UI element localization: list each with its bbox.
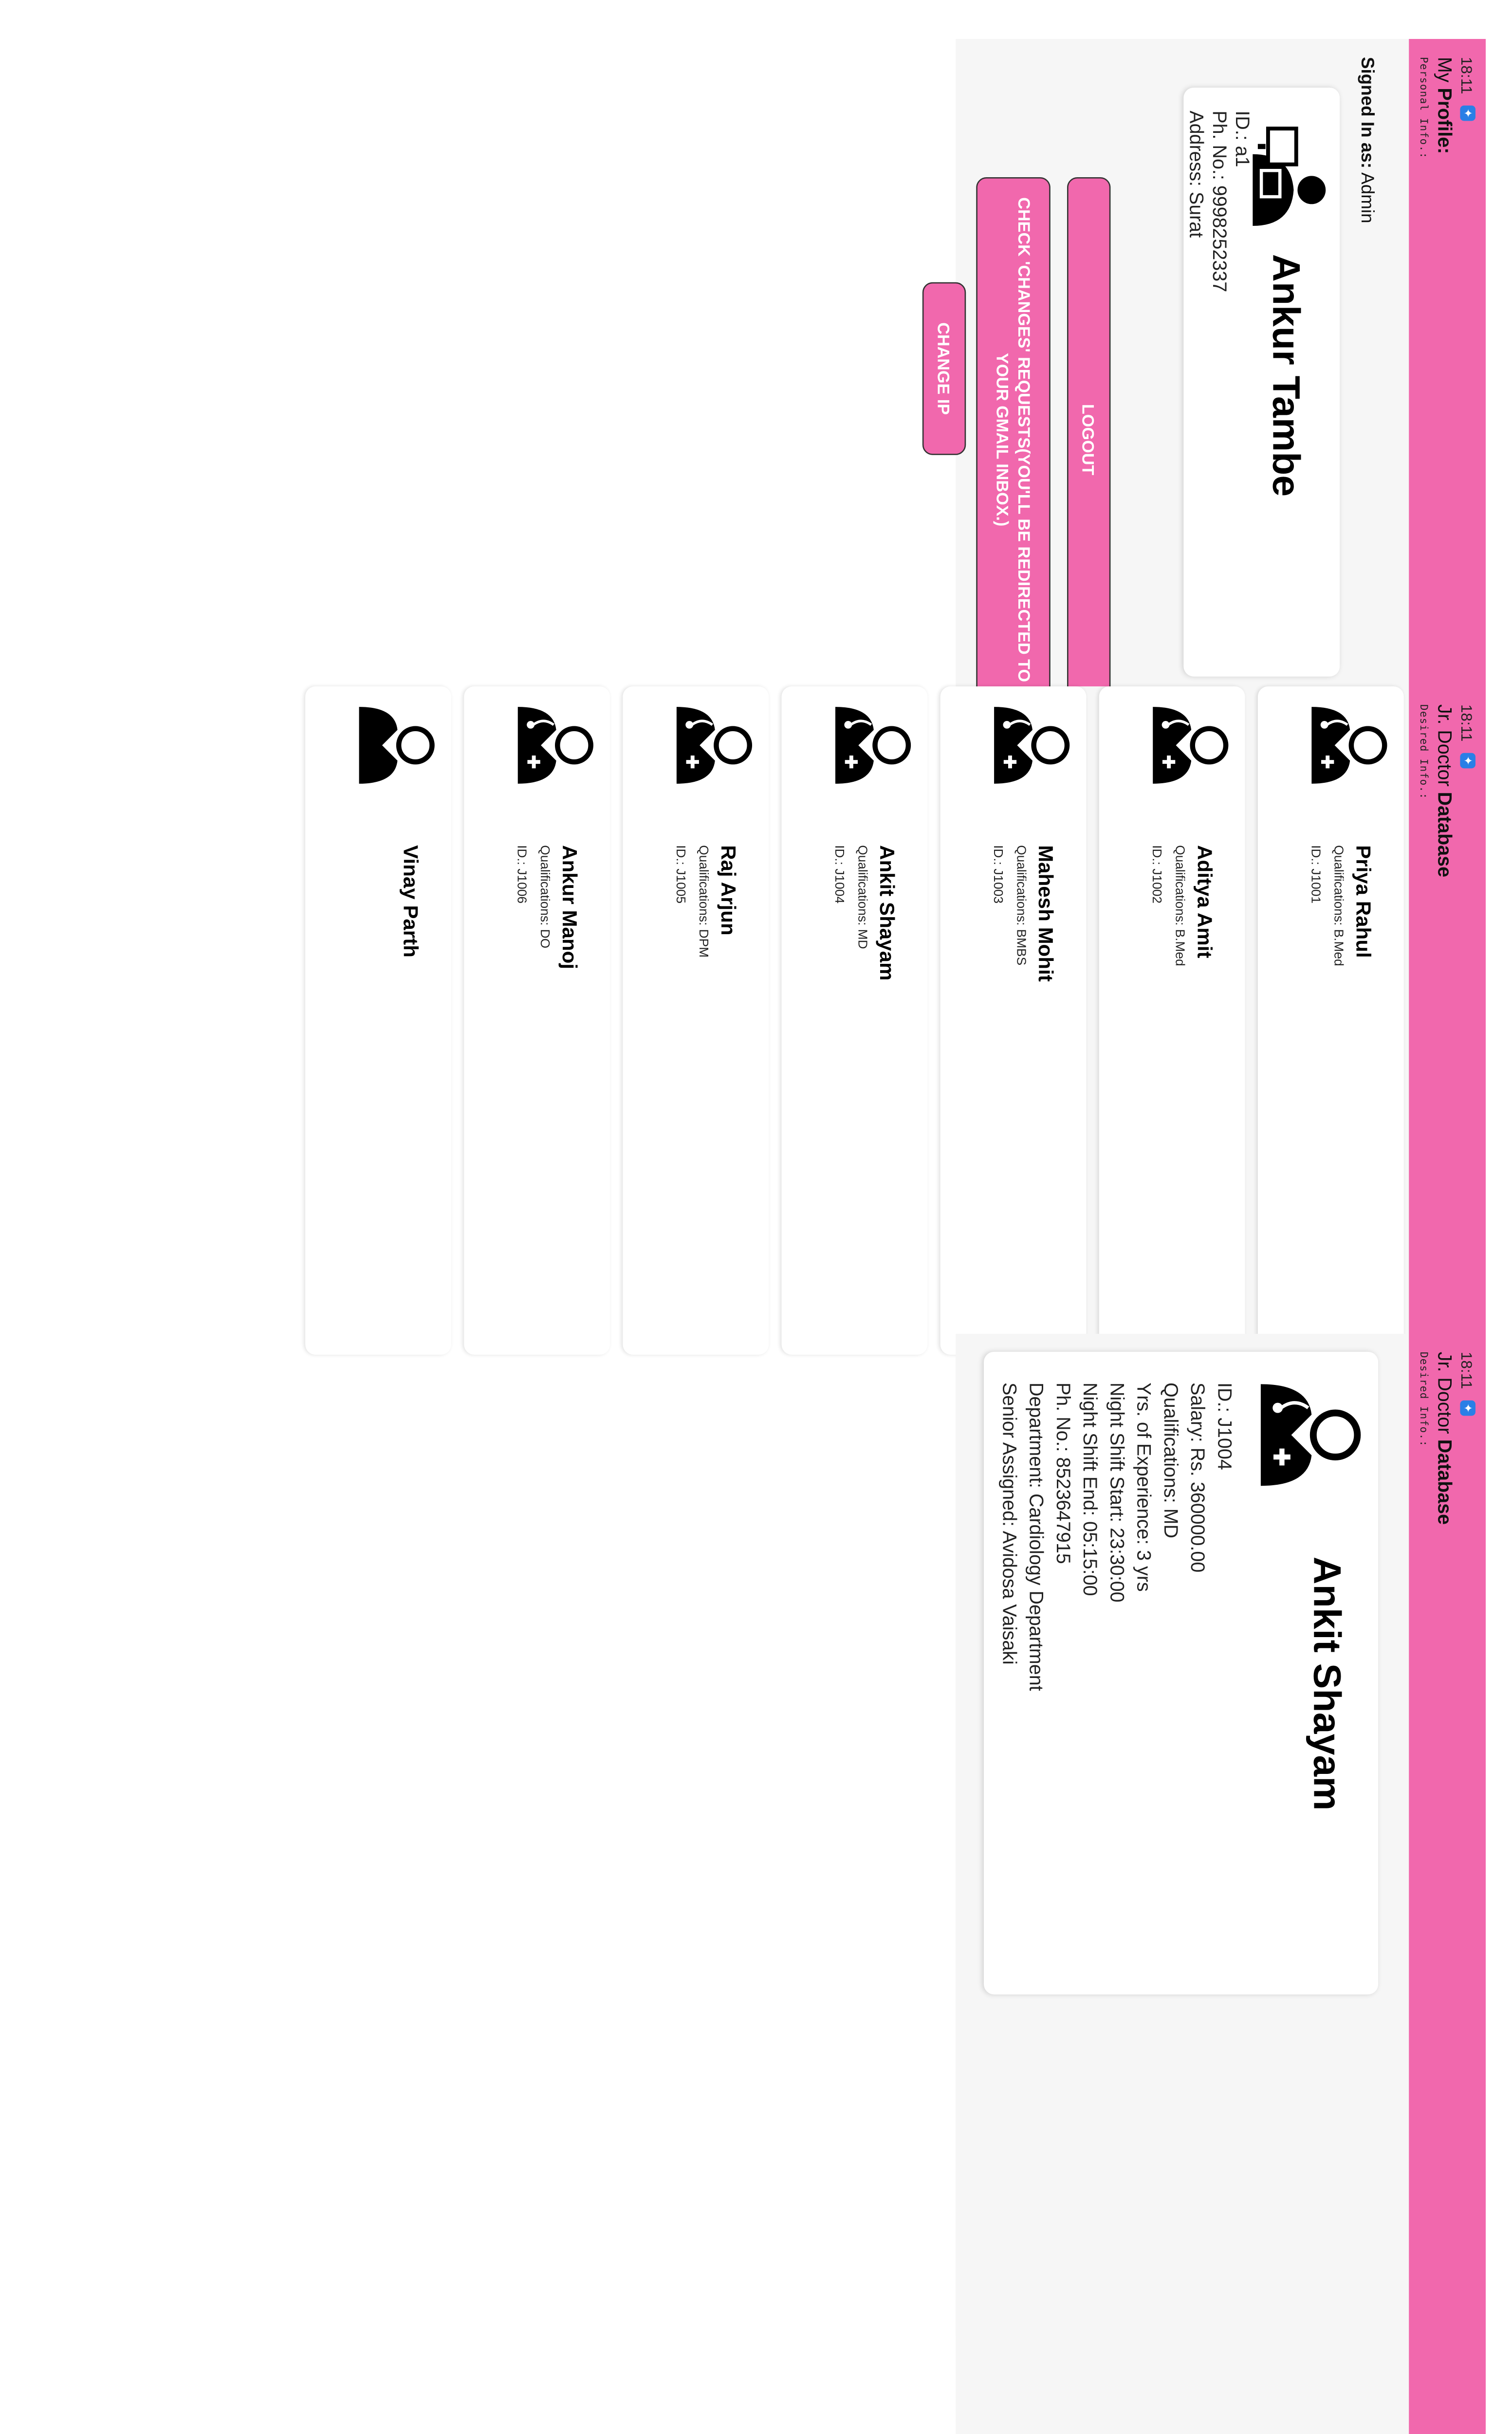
doctor-card[interactable] xyxy=(305,686,451,1355)
app-bar xyxy=(1409,1334,1486,2434)
doctor-icon xyxy=(1150,702,1232,789)
status-time: 18:11 xyxy=(1457,704,1475,742)
doctor-name: Priya Rahul xyxy=(1351,845,1373,958)
doctor-id: ID.: J1005 xyxy=(672,845,687,904)
doctor-icon xyxy=(674,702,756,789)
page-title: My Profile: xyxy=(1433,56,1455,154)
doctor-detail-screen xyxy=(956,1334,1486,2434)
detail-qualifications: Qualifications: MD xyxy=(1159,1382,1181,1539)
doctor-id: ID.: J1006 xyxy=(514,845,528,904)
doctor-name: Raj Arjun xyxy=(716,845,738,936)
doctor-id: ID.: J1003 xyxy=(990,845,1005,904)
doctor-name: Ankur Manoj xyxy=(557,845,579,969)
doctor-qualifications: Qualifications: B.Med xyxy=(1330,845,1345,966)
profile-name: Ankur Tambe xyxy=(1264,254,1307,497)
doctor-qualifications: Qualifications: DPM xyxy=(696,845,710,958)
doctor-id: ID.: J1004 xyxy=(831,845,846,904)
doctor-card[interactable] xyxy=(464,686,610,1355)
doctor-id: ID.: J1002 xyxy=(1149,845,1163,904)
detail-salary: Salary: Rs. 360000.00 xyxy=(1186,1382,1208,1573)
detail-shift-end: Night Shift End: 05:15:00 xyxy=(1078,1382,1101,1596)
notification-icon: ✦ xyxy=(1460,753,1475,769)
doctor-qualifications: Qualifications: BMBS xyxy=(1013,845,1028,966)
page-subtitle: Personal Info.: xyxy=(1418,56,1430,159)
doctor-detail-card xyxy=(984,1352,1378,1994)
doctor-id: ID.: J1001 xyxy=(1308,845,1322,904)
profile-card xyxy=(1183,88,1340,677)
doctor-icon xyxy=(1309,702,1391,789)
signed-in-value: Admin xyxy=(1358,172,1379,223)
page-subtitle: Desired Info.: xyxy=(1418,704,1430,800)
page-subtitle: Desired Info.: xyxy=(1418,1351,1430,1447)
logout-button[interactable]: LOGOUT xyxy=(1067,177,1110,702)
profile-id: ID.: a1 xyxy=(1231,111,1253,167)
doctor-card[interactable] xyxy=(623,686,769,1355)
doctor-name: Ankit Shayam xyxy=(875,845,897,981)
doctor-qualifications: Qualifications: DO xyxy=(537,845,552,949)
status-time: 18:11 xyxy=(1457,1351,1475,1389)
status-time: 18:11 xyxy=(1457,56,1475,94)
doctor-detail-name: Ankit Shayam xyxy=(1305,1556,1347,1811)
detail-senior: Senior Assigned: Avidosa Vaisaki xyxy=(997,1382,1020,1665)
doctor-qualifications: Qualifications: MD xyxy=(854,845,869,949)
doctor-card[interactable] xyxy=(1258,686,1404,1355)
doctor-icon xyxy=(515,702,597,789)
doctor-icon xyxy=(833,702,915,789)
doctor-qualifications: Qualifications: B.Med xyxy=(1172,845,1186,966)
change-ip-button[interactable]: CHANGE IP xyxy=(922,282,966,455)
signed-in-label: Signed In as: xyxy=(1358,56,1379,168)
doctor-name: Mahesh Mohit xyxy=(1033,845,1056,982)
detail-shift-start: Night Shift Start: 23:30:00 xyxy=(1105,1382,1127,1603)
doctor-icon xyxy=(356,702,438,789)
profile-address: Address: Surat xyxy=(1184,111,1207,238)
doctor-card[interactable] xyxy=(940,686,1087,1355)
profile-phone: Ph. No.: 9998252337 xyxy=(1208,111,1230,293)
detail-experience: Yrs. of Experience: 3 yrs xyxy=(1132,1382,1154,1592)
detail-phone: Ph. No.: 8523647915 xyxy=(1051,1382,1074,1564)
detail-id: ID.: J1004 xyxy=(1213,1382,1235,1470)
signed-in-info xyxy=(1358,57,1378,223)
page-title: Jr. Doctor Database xyxy=(1433,1351,1455,1525)
doctor-name: Vinay Parth xyxy=(399,845,421,958)
admin-avatar-icon xyxy=(1250,116,1329,231)
doctor-icon xyxy=(992,702,1073,789)
doctor-card[interactable] xyxy=(781,686,927,1355)
doctor-name: Aditya Amit xyxy=(1192,845,1215,959)
notification-icon: ✦ xyxy=(1460,106,1475,121)
page-title: Jr. Doctor Database xyxy=(1433,704,1455,878)
detail-department: Department: Cardiology Department xyxy=(1025,1382,1047,1691)
doctor-card[interactable] xyxy=(1099,686,1245,1355)
notification-icon: ✦ xyxy=(1460,1401,1475,1416)
doctor-icon xyxy=(1255,1377,1368,1493)
check-changes-button[interactable]: CHECK 'CHANGES' REQUESTS(YOU'LL BE REDIRECTED TO YOUR GMAIL INBOX.) xyxy=(976,177,1051,702)
